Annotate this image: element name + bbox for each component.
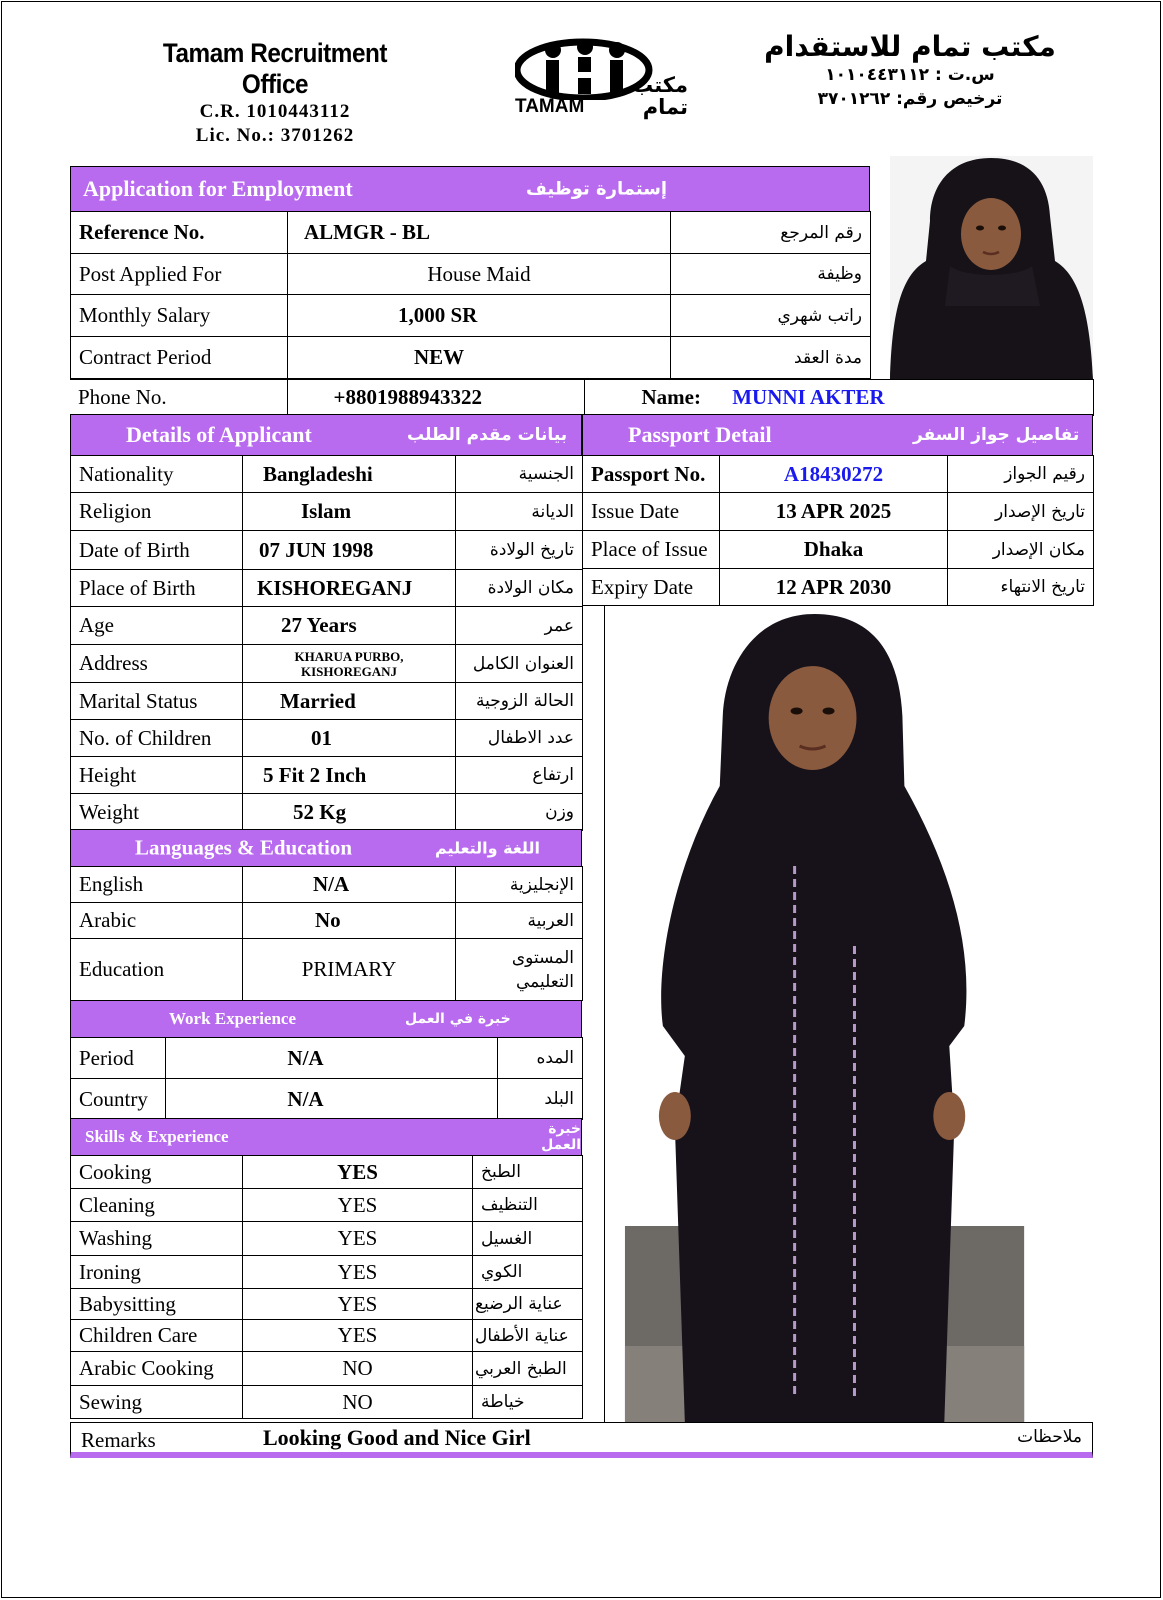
nationality-label-ar: الجنسية — [456, 456, 583, 493]
office-header-english — [120, 38, 430, 148]
skill-washing-value: YES — [243, 1222, 473, 1256]
skill-arabic-cooking-label: Arabic Cooking — [71, 1352, 243, 1386]
skill-arabic-cooking-value: NO — [243, 1352, 473, 1386]
salary-label: Monthly Salary — [71, 295, 288, 337]
contract-label-ar: مدة العقد — [671, 337, 871, 379]
applicant-title-en: Details of Applicant — [126, 422, 312, 447]
education-label: Education — [71, 939, 243, 1001]
table-row — [71, 1079, 583, 1120]
nationality-value: Bangladeshi — [243, 456, 456, 493]
office-header-arabic — [760, 30, 1060, 111]
post-label-ar: وظيفة — [671, 254, 871, 295]
name-cell — [584, 380, 1093, 416]
skills-table — [70, 1155, 583, 1419]
issue-date-label: Issue Date — [583, 493, 720, 531]
application-title-en: Application for Employment — [83, 176, 353, 201]
applicant-title-band — [70, 414, 582, 456]
table-row — [583, 456, 1094, 493]
country-label-ar: البلد — [498, 1079, 583, 1120]
table-row — [71, 493, 583, 531]
application-table — [70, 211, 871, 379]
marital-label-ar: الحالة الزوجية — [456, 683, 583, 720]
office-name-en: Tamam Recruitment Office — [162, 38, 388, 99]
weight-label-ar: وزن — [456, 794, 583, 831]
license-number-ar: ترخيص رقم: ٣٧٠١٢٦٢ — [817, 89, 1003, 109]
religion-label-ar: الديانة — [456, 493, 583, 531]
skill-washing-label: Washing — [71, 1222, 243, 1256]
table-row — [71, 1222, 583, 1256]
arabic-label-ar: العربية — [456, 903, 583, 939]
height-label-ar: ارتفاع — [456, 757, 583, 794]
skill-cleaning-value: YES — [243, 1189, 473, 1222]
pob-label-ar: مكان الولادة — [456, 570, 583, 607]
expiry-date-value: 12 APR 2030 — [720, 569, 948, 606]
issue-place-label-ar: مكان الإصدار — [948, 531, 1094, 569]
religion-label: Religion — [71, 493, 243, 531]
age-label-ar: عمر — [456, 607, 583, 645]
nationality-label: Nationality — [71, 456, 243, 493]
remarks-label-ar: ملاحظات — [1017, 1427, 1082, 1447]
applicant-title-ar: بيانات مقدم الطلب — [407, 425, 568, 445]
contract-label: Contract Period — [71, 337, 288, 379]
passport-no-value: A18430272 — [720, 456, 948, 493]
languages-title-ar: اللغة والتعليم — [435, 838, 540, 858]
pob-label: Place of Birth — [71, 570, 243, 607]
skill-sewing-label-ar: خياطة — [473, 1386, 583, 1419]
skill-cooking-value: YES — [243, 1156, 473, 1189]
table-row — [71, 570, 583, 607]
issue-date-label-ar: تاريخ الإصدار — [948, 493, 1094, 531]
applicant-table — [70, 455, 583, 831]
table-row — [71, 295, 871, 337]
table-row — [71, 1386, 583, 1419]
table-row — [71, 867, 583, 903]
application-title-ar: إستمارة توظيف — [526, 178, 668, 200]
table-row — [71, 531, 583, 570]
passport-no-label: Passport No. — [583, 456, 720, 493]
skill-cleaning-label: Cleaning — [71, 1189, 243, 1222]
table-row — [583, 531, 1094, 569]
skill-washing-label-ar: الغسيل — [473, 1222, 583, 1256]
children-value: 01 — [243, 720, 456, 757]
skill-sewing-value: NO — [243, 1386, 473, 1419]
period-label-ar: المده — [498, 1038, 583, 1079]
education-ar-line2: التعليمي — [516, 971, 574, 992]
skills-title-band — [70, 1118, 582, 1156]
name-label: Name: — [641, 385, 701, 409]
table-row — [71, 1156, 583, 1189]
work-title-band — [70, 1000, 582, 1038]
country-value: N/A — [166, 1079, 498, 1120]
passport-title-en: Passport Detail — [628, 422, 772, 447]
marital-value: Married — [243, 683, 456, 720]
table-row — [71, 645, 583, 683]
table-row — [71, 683, 583, 720]
age-label: Age — [71, 607, 243, 645]
contract-value: NEW — [288, 337, 671, 379]
education-label-ar — [456, 939, 583, 1001]
religion-value: Islam — [243, 493, 456, 531]
skill-arabic-cooking-label-ar: الطبخ العربي — [473, 1352, 583, 1386]
table-row — [71, 1256, 583, 1289]
skill-sewing-label: Sewing — [71, 1386, 243, 1419]
address-value — [243, 645, 456, 683]
address-line2: KISHOREGANJ — [300, 663, 398, 679]
skill-babysitting-label: Babysitting — [71, 1289, 243, 1320]
age-value: 27 Years — [243, 607, 456, 645]
skill-babysitting-label-ar: عناية الرضيع — [473, 1289, 583, 1320]
address-line1: KHARUA PURBO, — [294, 648, 404, 664]
table-row — [71, 1320, 583, 1352]
marital-label: Marital Status — [71, 683, 243, 720]
table-row — [71, 337, 871, 379]
table-row — [71, 254, 871, 295]
skill-ironing-label-ar: الكوي — [473, 1256, 583, 1289]
weight-label: Weight — [71, 794, 243, 831]
height-value: 5 Fit 2 Inch — [243, 757, 456, 794]
full-body-photo — [604, 606, 1093, 1422]
passport-table — [582, 455, 1094, 606]
salary-label-ar: راتب شهري — [671, 295, 871, 337]
arabic-value: No — [243, 903, 456, 939]
work-table — [70, 1037, 583, 1120]
reference-label: Reference No. — [71, 212, 288, 254]
skill-children-care-label-ar: عناية الأطفال — [473, 1320, 583, 1352]
cr-number-ar: س.ت : ١٠١٠٤٤٣١١٢ — [825, 65, 995, 85]
skill-children-care-value: YES — [243, 1320, 473, 1352]
table-row — [71, 1289, 583, 1320]
issue-place-label: Place of Issue — [583, 531, 720, 569]
remarks-value: Looking Good and Nice Girl — [263, 1425, 531, 1450]
dob-label: Date of Birth — [71, 531, 243, 570]
logo-text-ar — [632, 74, 688, 118]
issue-place-value: Dhaka — [720, 531, 948, 569]
table-row — [71, 903, 583, 939]
expiry-date-label-ar: تاريخ الانتهاء — [948, 569, 1094, 606]
height-label: Height — [71, 757, 243, 794]
skill-cooking-label-ar: الطبخ — [473, 1156, 583, 1189]
table-row — [71, 757, 583, 794]
phone-label: Phone No. — [70, 380, 287, 416]
application-title-band — [70, 166, 870, 212]
remarks-row — [70, 1422, 1093, 1458]
license-number-en: Lic. No.: 3701262 — [195, 125, 355, 146]
weight-value: 52 Kg — [243, 794, 456, 831]
table-row — [71, 456, 583, 493]
tamam-logo — [515, 36, 690, 118]
period-label: Period — [71, 1038, 166, 1079]
table-row — [71, 607, 583, 645]
reference-label-ar: رقم المرجع — [671, 212, 871, 254]
address-label-ar: العنوان الكامل — [456, 645, 583, 683]
languages-table — [70, 866, 583, 1001]
skill-children-care-label: Children Care — [71, 1320, 243, 1352]
reference-value: ALMGR - BL — [288, 212, 671, 254]
education-ar-line1: المستوى — [511, 947, 574, 968]
english-label: English — [71, 867, 243, 903]
work-title-en: Work Experience — [169, 1009, 297, 1028]
expiry-date-label: Expiry Date — [583, 569, 720, 606]
skills-title-en: Skills & Experience — [85, 1127, 229, 1146]
issue-date-value: 13 APR 2025 — [720, 493, 948, 531]
pob-value: KISHOREGANJ — [243, 570, 456, 607]
salary-value: 1,000 SR — [288, 295, 671, 337]
skill-babysitting-value: YES — [243, 1289, 473, 1320]
phone-value: +8801988943322 — [287, 380, 584, 416]
skill-ironing-value: YES — [243, 1256, 473, 1289]
skills-title-ar: خبرة العمل — [541, 1121, 581, 1153]
skill-ironing-label: Ironing — [71, 1256, 243, 1289]
address-label: Address — [71, 645, 243, 683]
dob-value: 07 JUN 1998 — [243, 531, 456, 570]
children-label-ar: عدد الاطفال — [456, 720, 583, 757]
post-value: House Maid — [288, 254, 671, 295]
remarks-label: Remarks — [81, 1428, 156, 1452]
office-name-ar: مكتب تمام للاستقدام — [764, 30, 1056, 63]
cr-number-en: C.R. 1010443112 — [199, 101, 351, 122]
languages-title-band — [70, 829, 582, 867]
portrait-photo — [890, 156, 1093, 379]
table-row — [71, 720, 583, 757]
table-row — [70, 380, 1093, 416]
english-value: N/A — [243, 867, 456, 903]
logo-ar-line1: مكتب — [631, 73, 688, 97]
passport-no-label-ar: رقيم الجواز — [948, 456, 1094, 493]
arabic-label: Arabic — [71, 903, 243, 939]
education-value: PRIMARY — [243, 939, 456, 1001]
table-row — [583, 493, 1094, 531]
english-label-ar: الإنجليزية — [456, 867, 583, 903]
table-row — [71, 939, 583, 1001]
table-row — [71, 1189, 583, 1222]
skill-cooking-label: Cooking — [71, 1156, 243, 1189]
logo-ar-line2: تمام — [642, 95, 688, 119]
name-value: MUNNI AKTER — [732, 385, 885, 409]
logo-text-en: TAMAM — [515, 96, 585, 117]
children-label: No. of Children — [71, 720, 243, 757]
table-row — [71, 212, 871, 254]
table-row — [71, 1352, 583, 1386]
languages-title-en: Languages & Education — [135, 835, 353, 860]
post-label: Post Applied For — [71, 254, 288, 295]
passport-title-ar: تفاصيل جواز السفر — [913, 425, 1080, 445]
period-value: N/A — [166, 1038, 498, 1079]
country-label: Country — [71, 1079, 166, 1120]
skill-cleaning-label-ar: التنظيف — [473, 1189, 583, 1222]
phone-name-table — [70, 379, 1094, 416]
table-row — [583, 569, 1094, 606]
passport-title-band — [582, 414, 1093, 456]
dob-label-ar: تاريخ الولادة — [456, 531, 583, 570]
table-row — [71, 794, 583, 831]
table-row — [71, 1038, 583, 1079]
work-title-ar: خبرة في العمل — [405, 1011, 511, 1027]
